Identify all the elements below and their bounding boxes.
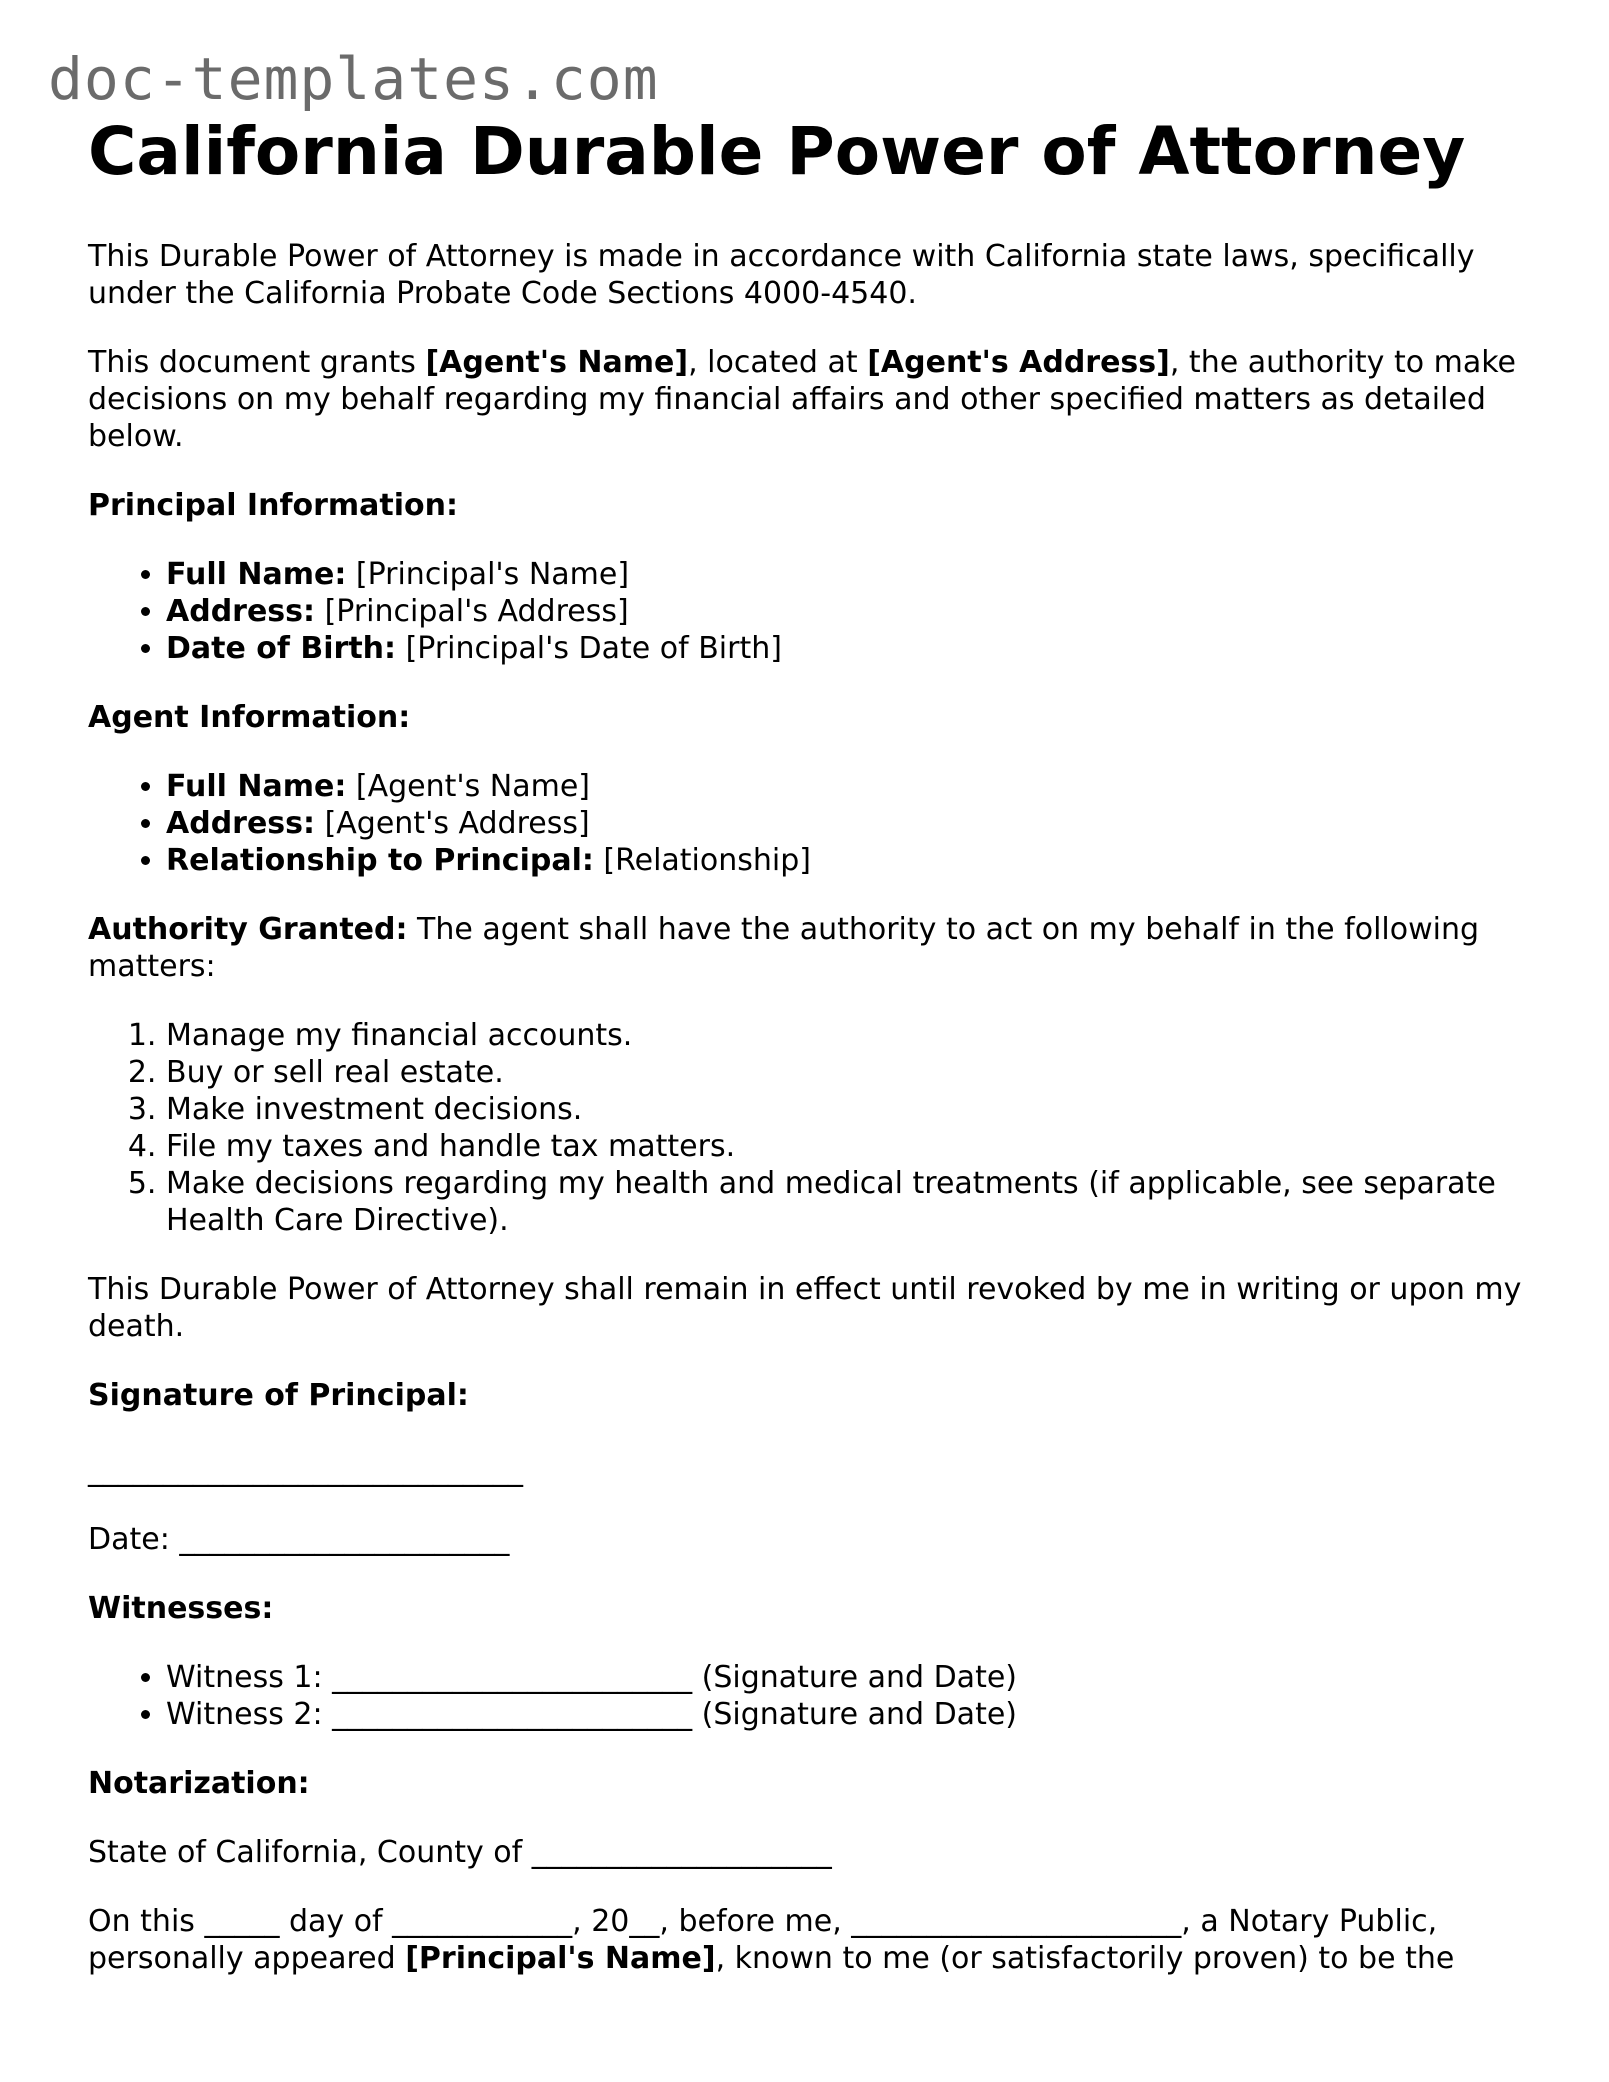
list-item — [166, 556, 1528, 593]
grant-paragraph — [88, 344, 1528, 455]
list-item — [166, 805, 1528, 842]
agent-info-list — [88, 768, 1528, 879]
item-label: Relationship to Principal: — [166, 843, 594, 878]
list-item — [166, 593, 1528, 630]
notarization-heading: Notarization: — [88, 1766, 310, 1801]
document-title: California Durable Power of Attorney — [88, 113, 1466, 190]
item-value: [Agent's Name] — [346, 769, 590, 804]
notarization-county-line[interactable]: State of California, County of ____________________ — [88, 1835, 832, 1870]
intro-paragraph: This Durable Power of Attorney is made in accordance with California state laws, specifically under the California Probate Code Sections 4000-4540. — [88, 239, 1475, 311]
grant-text-middle: , located at — [688, 345, 868, 380]
item-value: [Principal's Date of Birth] — [396, 631, 782, 666]
witness-line[interactable]: • Witness 1: ________________________ (Signature and Date) — [166, 1659, 1528, 1696]
principal-info-list — [88, 556, 1528, 667]
witnesses-list — [88, 1659, 1528, 1733]
signature-line[interactable]: _____________________________ — [88, 1453, 523, 1488]
agent-address-placeholder: [Agent's Address] — [867, 345, 1170, 380]
grant-text-before: This document grants — [88, 345, 426, 380]
authority-paragraph — [88, 911, 1528, 985]
witnesses-heading: Witnesses: — [88, 1591, 274, 1626]
signature-date-line[interactable]: Date: ______________________ — [88, 1522, 510, 1557]
list-item — [166, 630, 1528, 667]
item-value: [Agent's Address] — [315, 806, 590, 841]
item-label: Date of Birth: — [166, 631, 397, 666]
item-label: Address: — [166, 594, 316, 629]
signature-heading: Signature of Principal: — [88, 1378, 469, 1413]
notarization-paragraph — [88, 1903, 1528, 1977]
witness-line[interactable]: • Witness 2: ________________________ (Signature and Date) — [166, 1696, 1528, 1733]
list-item: 5. Make decisions regarding my health and medical treatments (if applicable, see separate Health Care Directive). — [166, 1165, 1528, 1239]
item-label: Address: — [166, 806, 316, 841]
principal-name-placeholder: [Principal's Name] — [405, 1941, 716, 1976]
grant-text-after: , the authority to make decisions on my behalf regarding my financial affairs and other specified matters as detailed below. — [88, 345, 1516, 454]
authority-list — [88, 1017, 1528, 1239]
notarization-text-after: , known to me (or satisfactorily proven) to be the — [715, 1941, 1455, 1976]
agent-info-heading: Agent Information: — [88, 700, 411, 735]
item-value: [Relationship] — [593, 843, 811, 878]
list-item — [166, 842, 1528, 879]
agent-name-placeholder: [Agent's Name] — [425, 345, 689, 380]
list-item — [166, 768, 1528, 805]
item-value: [Principal's Address] — [315, 594, 629, 629]
effect-paragraph: This Durable Power of Attorney shall remain in effect until revoked by me in writing or upon my death. — [88, 1272, 1522, 1344]
document-body — [88, 112, 1528, 2009]
list-item: 4. File my taxes and handle tax matters. — [166, 1128, 1528, 1165]
list-item: 1. Manage my financial accounts. — [166, 1017, 1528, 1054]
principal-info-heading: Principal Information: — [88, 488, 459, 523]
authority-label: Authority Granted: — [88, 912, 408, 947]
notarization-text-before: On this _____ day of ____________, 20__, before me, ______________________, a Notary Public, personally appeared — [88, 1904, 1438, 1976]
watermark: doc-templates.com — [48, 45, 659, 113]
item-label: Full Name: — [166, 769, 347, 804]
item-value: [Principal's Name] — [346, 557, 630, 592]
list-item: 3. Make investment decisions. — [166, 1091, 1528, 1128]
list-item: 2. Buy or sell real estate. — [166, 1054, 1528, 1091]
item-label: Full Name: — [166, 557, 347, 592]
authority-text: The agent shall have the authority to act on my behalf in the following matters: — [88, 912, 1480, 984]
